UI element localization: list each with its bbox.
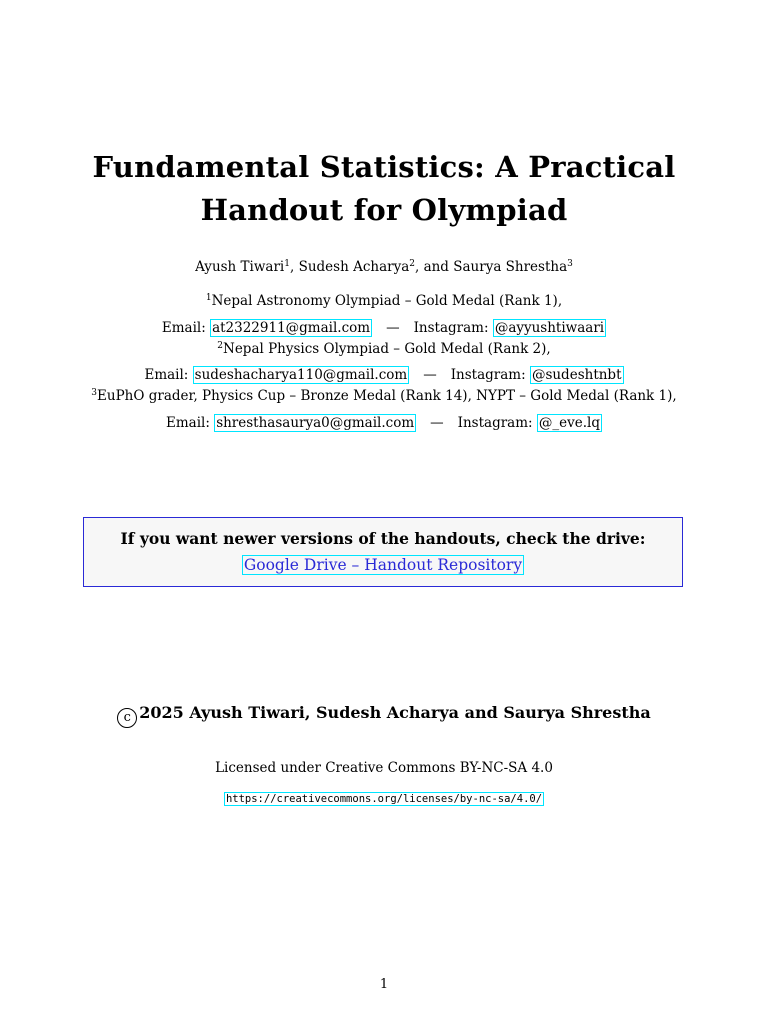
instagram-label: Instagram:: [450, 367, 526, 383]
contact-line-1: [0, 320, 768, 336]
affiliation-1: [0, 293, 768, 309]
email-label: Email:: [166, 415, 210, 431]
drive-link-row: [84, 556, 682, 574]
author-name: Sudesh Acharya: [298, 259, 410, 275]
author-separator: ,: [289, 259, 299, 275]
contact-separator: —: [386, 320, 400, 336]
email-link[interactable]: sudeshacharya110@gmail.com: [194, 367, 408, 383]
email-link[interactable]: shresthasaurya0@gmail.com: [216, 415, 415, 431]
license-url-link[interactable]: https://creativecommons.org/licenses/by-nc-sa/4.0/: [225, 793, 543, 805]
affiliation-mark: 1: [284, 259, 290, 269]
instagram-link[interactable]: @ayyushtiwaari: [494, 320, 605, 336]
title-line-1: Fundamental Statistics: A Practical: [92, 150, 676, 184]
page-number: 1: [379, 977, 389, 992]
copyright-text: 2025 Ayush Tiwari, Sudesh Acharya and Saurya Shrestha: [139, 703, 651, 722]
affiliation-mark: 1: [205, 293, 212, 303]
document-title: [0, 146, 768, 232]
contact-line-3: [0, 415, 768, 431]
affiliation-text: Nepal Physics Olympiad – Gold Medal (Rank 2),: [223, 341, 551, 357]
contact-separator: —: [430, 415, 444, 431]
affiliation-2: [0, 341, 768, 357]
author-name: Ayush Tiwari: [195, 259, 285, 275]
affiliation-3: [0, 388, 768, 404]
affiliation-mark: 2: [217, 341, 223, 351]
affiliation-text: Nepal Astronomy Olympiad – Gold Medal (Rank 1),: [211, 293, 563, 309]
contact-separator: —: [423, 367, 437, 383]
drive-notice-box: [83, 517, 683, 587]
title-line-2: Handout for Olympiad: [200, 193, 568, 227]
email-label: Email:: [144, 367, 189, 383]
author-separator: , and: [414, 259, 454, 275]
affiliation-mark: 2: [409, 259, 415, 269]
license-url-row: [0, 793, 768, 805]
drive-notice-heading: If you want newer versions of the handouts, check the drive:: [120, 529, 646, 548]
copyright-line: [0, 703, 768, 728]
affiliation-mark: 3: [91, 388, 98, 398]
instagram-link[interactable]: @sudeshtnbt: [531, 367, 622, 383]
affiliation-text: EuPhO grader, Physics Cup – Bronze Medal (Rank 14), NYPT – Gold Medal (Rank 1),: [97, 388, 677, 404]
instagram-label: Instagram:: [457, 415, 533, 431]
instagram-link[interactable]: @_eve.lq: [538, 415, 600, 431]
copyright-icon: c: [117, 708, 137, 728]
affiliation-mark: 3: [567, 259, 573, 269]
email-label: Email:: [161, 320, 206, 336]
author-list: [0, 259, 768, 275]
contact-line-2: [0, 367, 768, 383]
instagram-label: Instagram:: [413, 320, 489, 336]
email-link[interactable]: at2322911@gmail.com: [212, 320, 371, 336]
author-name: Saurya Shrestha: [453, 259, 568, 275]
google-drive-link[interactable]: Google Drive – Handout Repository: [243, 556, 523, 574]
license-text: Licensed under Creative Commons BY-NC-SA 4.0: [215, 760, 553, 776]
